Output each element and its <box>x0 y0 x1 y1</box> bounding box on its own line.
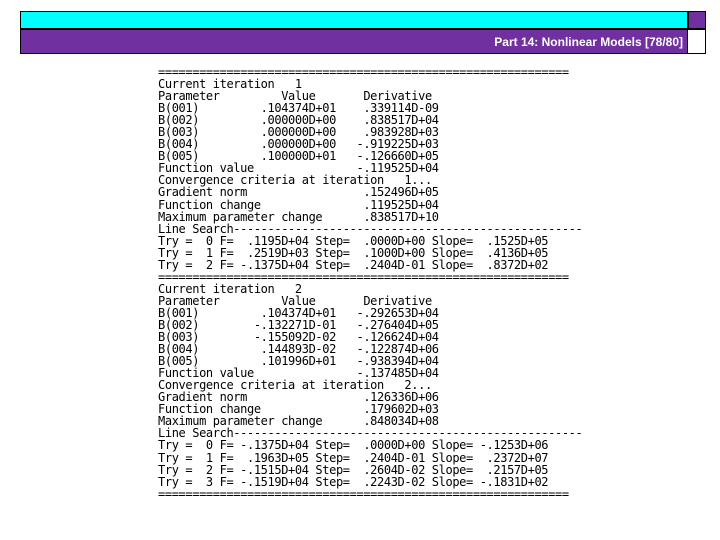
output-line: B(003) .000000D+00 .983928D+03 <box>158 125 439 140</box>
output-line: B(002) .000000D+00 .838517D+04 <box>158 113 439 128</box>
slide-title-bar <box>20 29 688 54</box>
output-line: B(005) .101996D+01 -.938394D+04 <box>158 354 439 369</box>
output-line: Convergence criteria at iteration 2... <box>158 378 432 393</box>
output-line: B(001) .104374D+01 .339114D-09 <box>158 101 439 116</box>
output-line: Function value -.137485D+04 <box>158 366 439 381</box>
slide-title: Part 14: Nonlinear Models [78/80] <box>494 35 683 49</box>
output-line: B(005) .100000D+01 -.126660D+05 <box>158 149 439 164</box>
output-line: Try = 3 F= -.1519D+04 Step= .2243D-02 Slope= -.1831D+02 <box>158 474 549 489</box>
output-line: Try = 2 F= -.1515D+04 Step= .2604D-02 Slope= .2157D+05 <box>158 462 549 477</box>
output-line: Current iteration 2 <box>158 281 302 296</box>
output-line: B(004) .144893D-02 -.122874D+06 <box>158 342 439 357</box>
output-line: Function change .119525D+04 <box>158 197 439 212</box>
output-line: B(001) .104374D+01 -.292653D+04 <box>158 305 439 320</box>
output-line: B(002) -.132271D-01 -.276404D+05 <box>158 317 439 332</box>
output-line: Gradient norm .126336D+06 <box>158 390 439 405</box>
output-line: Current iteration 1 <box>158 77 302 92</box>
top-band <box>20 11 688 29</box>
output-line: Line Search--------------------------------------------------- <box>158 426 583 441</box>
output-line: Try = 0 F= -.1375D+04 Step= .0000D+00 Slope= -.1253D+06 <box>158 438 549 453</box>
output-line: ============================================================ <box>158 269 569 284</box>
output-line: B(003) -.155092D-02 -.126624D+04 <box>158 330 439 345</box>
output-line: Gradient norm .152496D+05 <box>158 185 439 200</box>
corner-accent-block <box>688 11 706 29</box>
output-line: Maximum parameter change .838517D+10 <box>158 209 439 224</box>
iteration-output-listing <box>158 66 584 500</box>
output-line: Parameter Value Derivative <box>158 293 432 308</box>
output-line: Try = 0 F= .1195D+04 Step= .0000D+00 Slope= .1525D+05 <box>158 233 549 248</box>
output-line: Try = 2 F= -.1375D+04 Step= .2404D-01 Slope= .8372D+02 <box>158 257 549 272</box>
output-line: Function change .179602D+03 <box>158 402 439 417</box>
output-line: Convergence criteria at iteration 1... <box>158 173 432 188</box>
output-line: Try = 1 F= .2519D+03 Step= .1000D+00 Slope= .4136D+05 <box>158 245 549 260</box>
output-line: Function value -.119525D+04 <box>158 161 439 176</box>
output-line: ============================================================ <box>158 66 569 79</box>
corner-white-block <box>688 29 706 54</box>
output-line: Try = 1 F= .1963D+05 Step= .2404D-01 Slope= .2372D+07 <box>158 450 549 465</box>
output-line: Maximum parameter change .848034D+08 <box>158 414 439 429</box>
output-line: Parameter Value Derivative <box>158 89 432 104</box>
output-line: Line Search--------------------------------------------------- <box>158 221 583 236</box>
output-line: ============================================================ <box>158 486 569 500</box>
output-line: B(004) .000000D+00 -.919225D+03 <box>158 137 439 152</box>
